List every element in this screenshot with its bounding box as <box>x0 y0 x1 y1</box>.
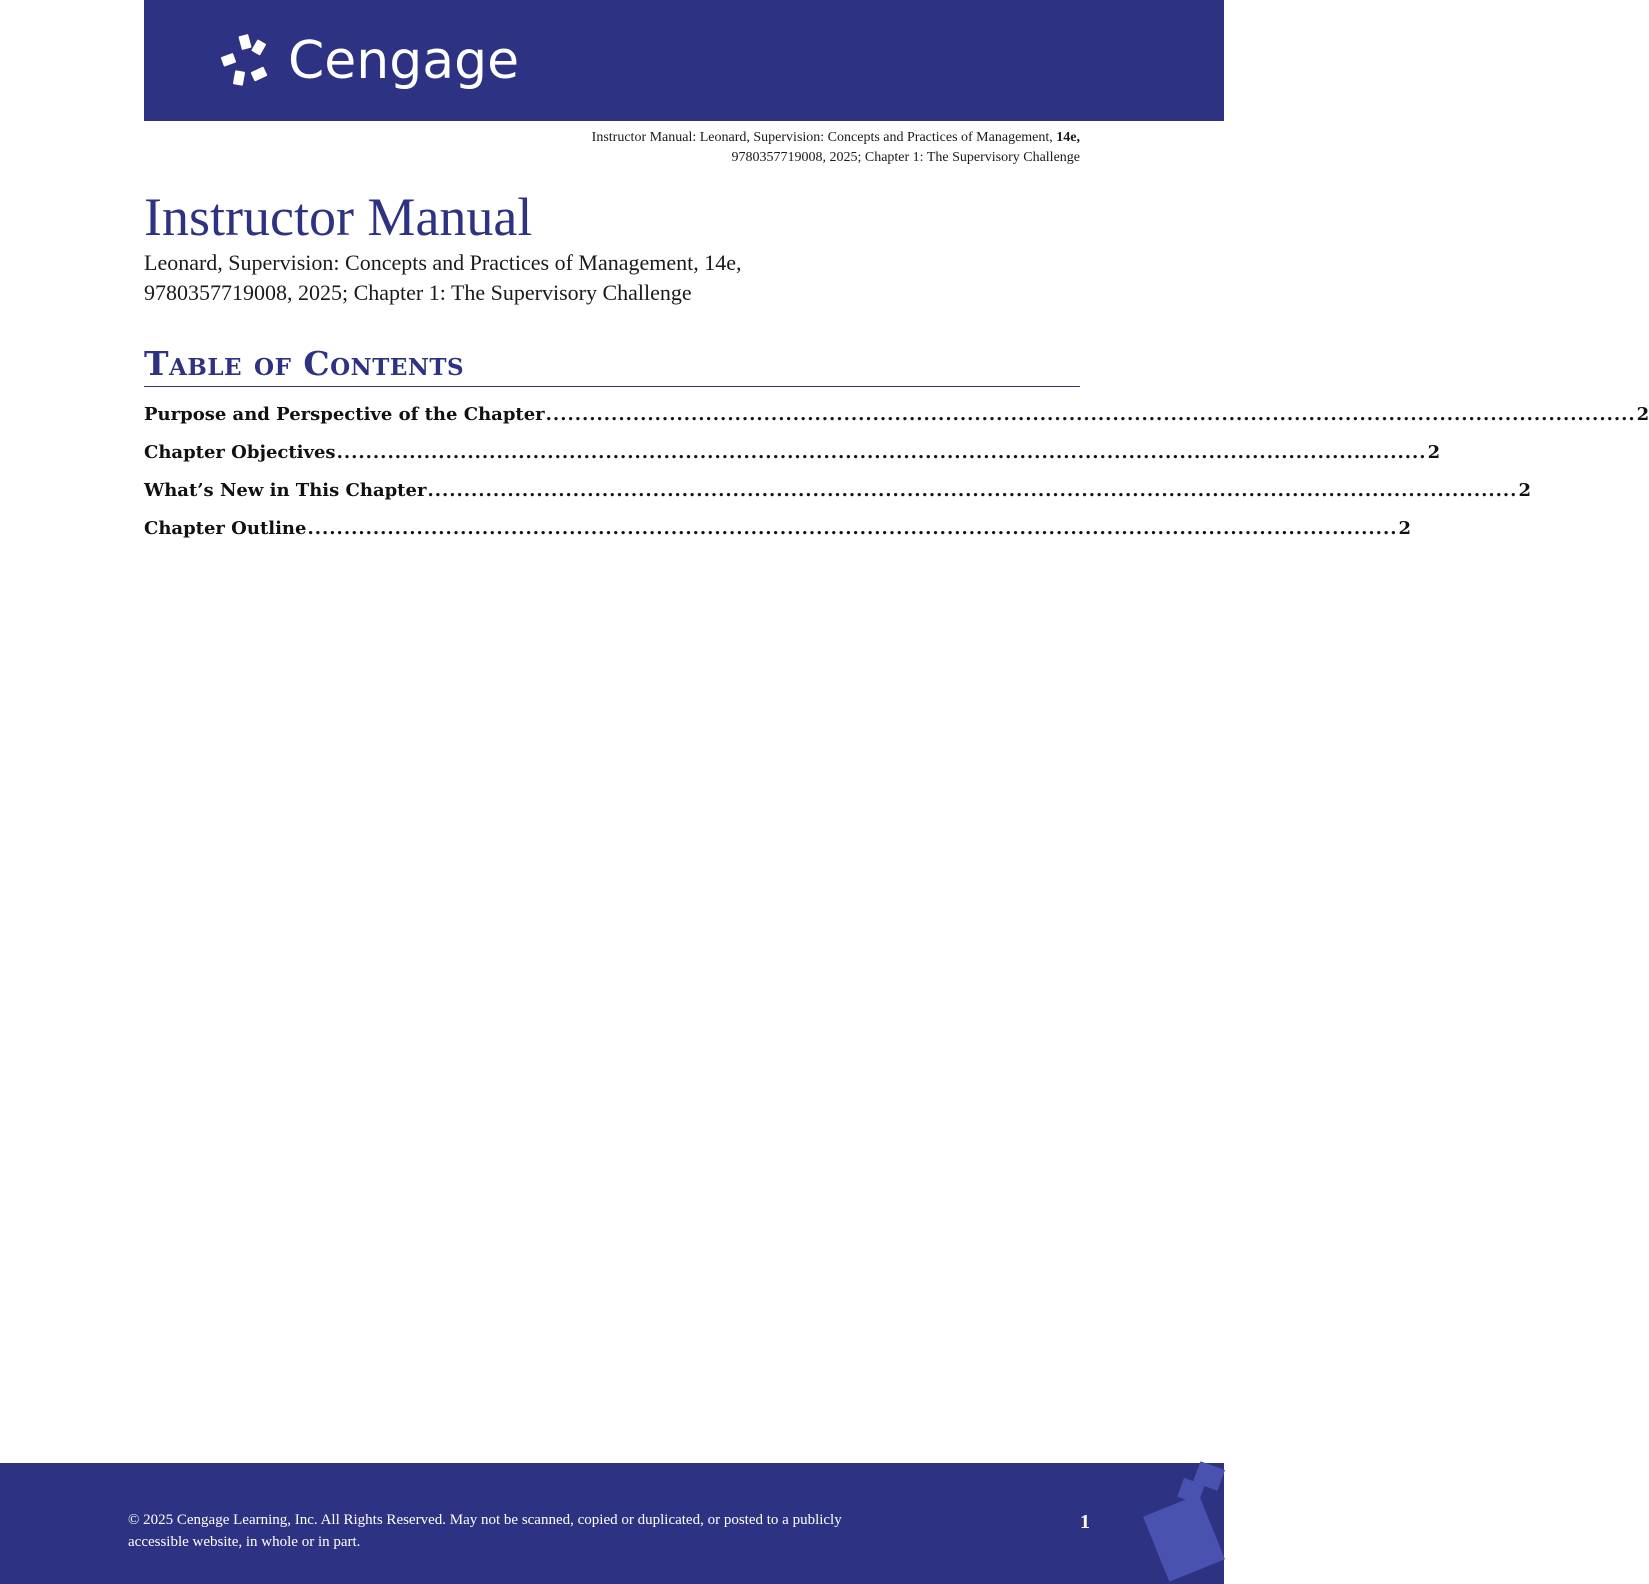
toc-heading: Table of Contents <box>144 344 1080 387</box>
page-number: 1 <box>1080 1511 1090 1533</box>
toc-item-page: 2 <box>1636 404 1649 425</box>
toc-item-label: What’s New in This Chapter <box>144 480 427 501</box>
running-header <box>592 128 1080 168</box>
footer-band <box>0 1463 1224 1584</box>
toc-item-page: 2 <box>1398 518 1412 539</box>
copyright-notice <box>128 1509 908 1553</box>
cengage-logo <box>218 28 519 94</box>
subtitle-line-1: Leonard, Supervision: Concepts and Practices of Management, 14e, <box>144 250 742 275</box>
toc-item-purpose[interactable] <box>144 404 1649 442</box>
toc-item-page: 2 <box>1518 480 1531 501</box>
toc-item-whats-new[interactable] <box>144 480 1531 518</box>
cengage-blocks-icon <box>1144 1463 1224 1584</box>
running-header-prefix: Instructor Manual: Leonard, Supervision: Concepts and Practices of Management, <box>591 130 1057 145</box>
toc-item-objectives[interactable] <box>144 442 1441 480</box>
cengage-spark-icon <box>218 31 274 91</box>
toc-list <box>144 404 1649 556</box>
subtitle-line-2: 9780357719008, 2025; Chapter 1: The Supervisory Challenge <box>144 280 692 305</box>
toc-item-label: Purpose and Perspective of the Chapter <box>144 404 545 425</box>
toc-leader-dots: ...................................................................................................................................................... <box>427 480 1518 501</box>
toc-item-page: 2 <box>1427 442 1441 463</box>
toc-item-outline[interactable] <box>144 518 1412 556</box>
toc-leader-dots: ...................................................................................................................................................... <box>336 442 1427 463</box>
document-subtitle <box>144 248 904 308</box>
toc-leader-dots: ...................................................................................................................................................... <box>307 518 1398 539</box>
document-title: Instructor Manual <box>144 187 533 247</box>
copyright-line-1: © 2025 Cengage Learning, Inc. All Rights Reserved. May not be scanned, copied or duplicated, or posted to a publicly <box>128 1512 842 1528</box>
copyright-line-2: accessible website, in whole or in part. <box>128 1534 361 1550</box>
brand-name: Cengage <box>288 31 520 91</box>
toc-item-label: Chapter Objectives <box>144 442 336 463</box>
toc-item-label: Chapter Outline <box>144 518 307 539</box>
running-header-line-1 <box>592 128 1080 148</box>
running-header-edition: 14e, <box>1056 130 1080 145</box>
running-header-line-2: 9780357719008, 2025; Chapter 1: The Supervisory Challenge <box>731 150 1080 165</box>
toc-leader-dots: ...................................................................................................................................................... <box>545 404 1636 425</box>
